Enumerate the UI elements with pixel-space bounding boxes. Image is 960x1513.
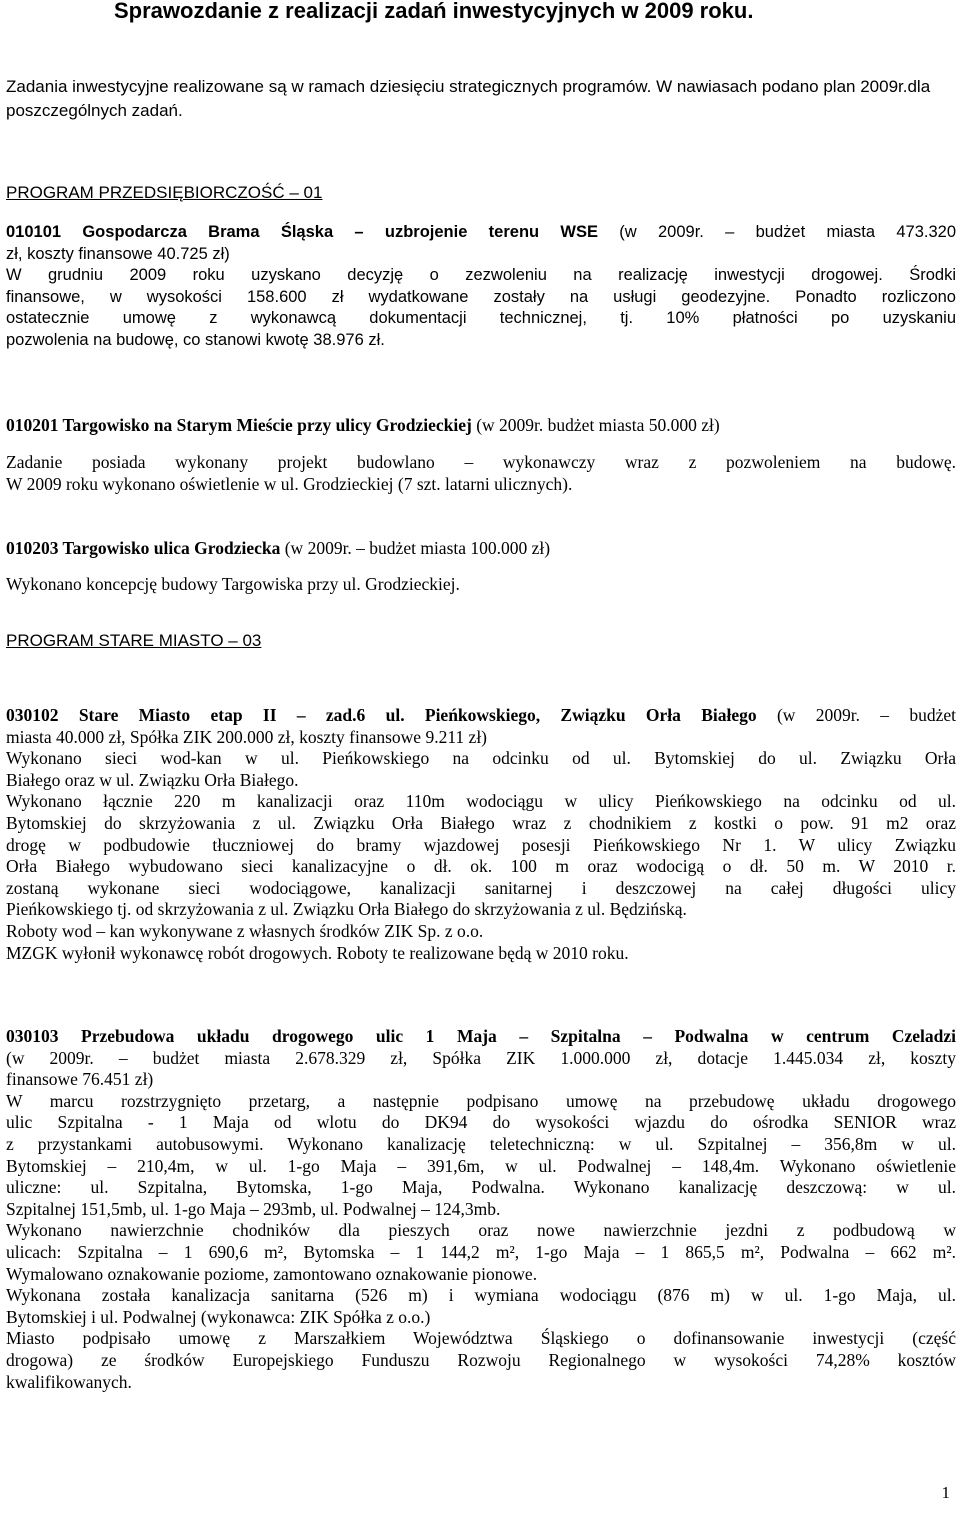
task-010203-heading: 010203 Targowisko ulica Grodziecka (w 2009r. – budżet miasta 100.000 zł) [6,538,551,558]
task-030103-body-line: Miasto podpisało umowę z Marszałkiem Województwa Śląskiego o dofinansowanie inwestycji (część [6,1328,956,1349]
task-030102-body-line: Pieńkowskiego tj. od skrzyżowania z ul. Związku Orła Białego do skrzyżowania z ul. Będzińską. [6,899,687,920]
task-010201-body [6,452,956,495]
task-010203-body-line: Wykonano koncepcję budowy Targowiska przy ul. Grodzieckiej. [6,574,460,594]
task-030102-body-line: Roboty wod – kan wykonywane z własnych środków ZIK Sp. z o.o. [6,920,484,941]
task-030102-body-line: Wykonano sieci wod-kan w ul. Pieńkowskiego na odcinku od ul. Bytomskiej do ul. Związku Orła [6,748,956,769]
task-030103-body-line: kwalifikowanych. [6,1371,132,1392]
task-030102-body-line: zostaną wykonane sieci wodociągowe, kanalizacji sanitarnej i deszczowej na całej długości ulicy [6,877,956,898]
task-010203-body [6,574,956,596]
intro-paragraph: Zadania inwestycyjne realizowane są w ramach dziesięciu strategicznych programów. W nawiasach podano plan 2009r.dla poszczególnych zadań. [6,77,931,120]
task-010203 [6,538,956,560]
task-010101-heading-cont: zł, koszty finansowe 40.725 zł) [6,244,230,263]
task-030103-body-line: Wymalowano oznakowanie poziome, zamontowano oznakowanie pionowe. [6,1263,538,1284]
task-030103-body-line: ulic Szpitalna - 1 Maja od wlotu do DK94 do wysokości wjazdu do ośrodka SENIOR wraz [6,1112,956,1133]
task-030102-heading-cont: miasta 40.000 zł, Spółka ZIK 200.000 zł, koszty finansowe 9.211 zł) [6,726,488,747]
task-010101-body-line: finansowe, w wysokości 158.600 zł wydatkowane zostały na usługi geodezyjne. Ponadto rozliczono [6,287,956,306]
task-030102-body-line: MZGK wyłonił wykonawcę robót drogowych. Roboty te realizowane będą w 2010 roku. [6,942,629,963]
task-030103-body-line: drogowa) ze środków Europejskiego Funduszu Rozwoju Regionalnego w wysokości 74,28% kosztów [6,1349,956,1370]
task-010101 [6,222,956,352]
task-030103-body-line: uliczne: ul. Szpitalna, Bytomska, 1-go Maja, Podwalna. Wykonano kanalizację deszczową: w ul. [6,1177,956,1198]
task-010201-heading: 010201 Targowisko na Starym Mieście przy ulicy Grodzieckiej (w 2009r. budżet miasta 50.000 zł) [6,415,720,435]
program-03-heading: PROGRAM STARE MIASTO – 03 [6,631,262,650]
page-number: 1 [941,1483,950,1502]
task-010101-heading: 010101 Gospodarcza Brama Śląska – uzbrojenie terenu WSE (w 2009r. – budżet miasta 473.320 [6,223,956,241]
task-010101-body-line: ostatecznie umowę z wykonawcą dokumentacji technicznej, tj. 10% płatności po uzyskaniu [6,309,956,328]
task-030102-body-line: Orła Białego wybudowano sieci kanalizacyjne o dł. ok. 100 m oraz wodocigą o dł. 50 m. W 2010 r. [6,856,956,877]
task-030102-body-line: Wykonano łącznie 220 m kanalizacji oraz 110m wodociągu w ulicy Pieńkowskiego na odcinku od ul. [6,791,956,812]
task-010201-body-line: W 2009 roku wykonano oświetlenie w ul. Grodzieckiej (7 szt. latarni ulicznych). [6,473,573,494]
task-030103-body-line: Bytomskiej – 210,4m, w ul. 1-go Maja – 391,6m, w ul. Podwalnej – 148,4m. Wykonano oświetlenie [6,1155,956,1176]
document-page [6,0,956,1513]
task-010101-body-line: W grudniu 2009 roku uzyskano decyzję o zezwoleniu na realizację inwestycji drogowej. Środki [6,266,956,285]
task-030103-heading: 030103 Przebudowa układu drogowego ulic 1 Maja – Szpitalna – Podwalna w centrum Czeladzi [6,1026,956,1046]
task-010101-body-line: pozwolenia na budowę, co stanowi kwotę 38.976 zł. [6,330,385,349]
task-030102-body-line: Bytomskiej do skrzyżowania z ul. Związku Orła Białego wraz z chodnikiem z kostki o pow. 91 m2 oraz [6,812,956,833]
task-030102-body-line: drogę w podbudowie tłuczniowej do bramy wjazdowej posesji Pieńkowskiego Nr 1. W ulicy Związku [6,834,956,855]
task-030103-body-line: ulicach: Szpitalna – 1 690,6 m², Bytomska – 1 144,2 m², 1-go Maja – 1 865,5 m², Podwalna – 662 m². [6,1241,956,1262]
task-030103-body-line: Bytomskiej i ul. Podwalnej (wykonawca: ZIK Spółka z o.o.) [6,1306,431,1327]
task-030103-body-line: Szpitalnej 151,5mb, ul. 1-go Maja – 293mb, ul. Podwalnej – 124,3mb. [6,1198,501,1219]
task-030102 [6,705,956,964]
task-030103-body-line: Wykonana została kanalizacja sanitarna (526 m) i wymiana wodociągu (876 m) w ul. 1-go Maja, ul. [6,1285,956,1306]
task-030103-body-line: Wykonano nawierzchnie chodników dla pieszych oraz nowe nawierzchnie jezdni z podbudową w [6,1220,956,1241]
task-030103-body-line: W marcu rozstrzygnięto przetarg, a następnie podpisano umowę na przebudowę układu drogowego [6,1090,956,1111]
task-010201-body-line: Zadanie posiada wykonany projekt budowlano – wykonawczy wraz z pozwoleniem na budowę. [6,452,956,472]
task-030103-heading-cont: (w 2009r. – budżet miasta 2.678.329 zł, Spółka ZIK 1.000.000 zł, dotacje 1.445.034 zł, koszty [6,1047,956,1068]
task-030103-body-line: z przystankami autobusowymi. Wykonano kanalizację teletechniczną: w ul. Szpitalnej – 356,8m w ul. [6,1133,956,1154]
document-title: Sprawozdanie z realizacji zadań inwestycyjnych w 2009 roku. [114,0,754,23]
task-030102-body-line: Białego oraz w ul. Związku Orła Białego. [6,769,299,790]
task-030103-heading-cont: finansowe 76.451 zł) [6,1069,154,1090]
task-030102-heading: 030102 Stare Miasto etap II – zad.6 ul. Pieńkowskiego, Związku Orła Białego (w 2009r. – budżet [6,705,956,725]
task-030103 [6,1026,956,1393]
program-01-heading: PROGRAM PRZEDSIĘBIORCZOŚĆ – 01 [6,183,323,202]
task-010201 [6,415,956,437]
